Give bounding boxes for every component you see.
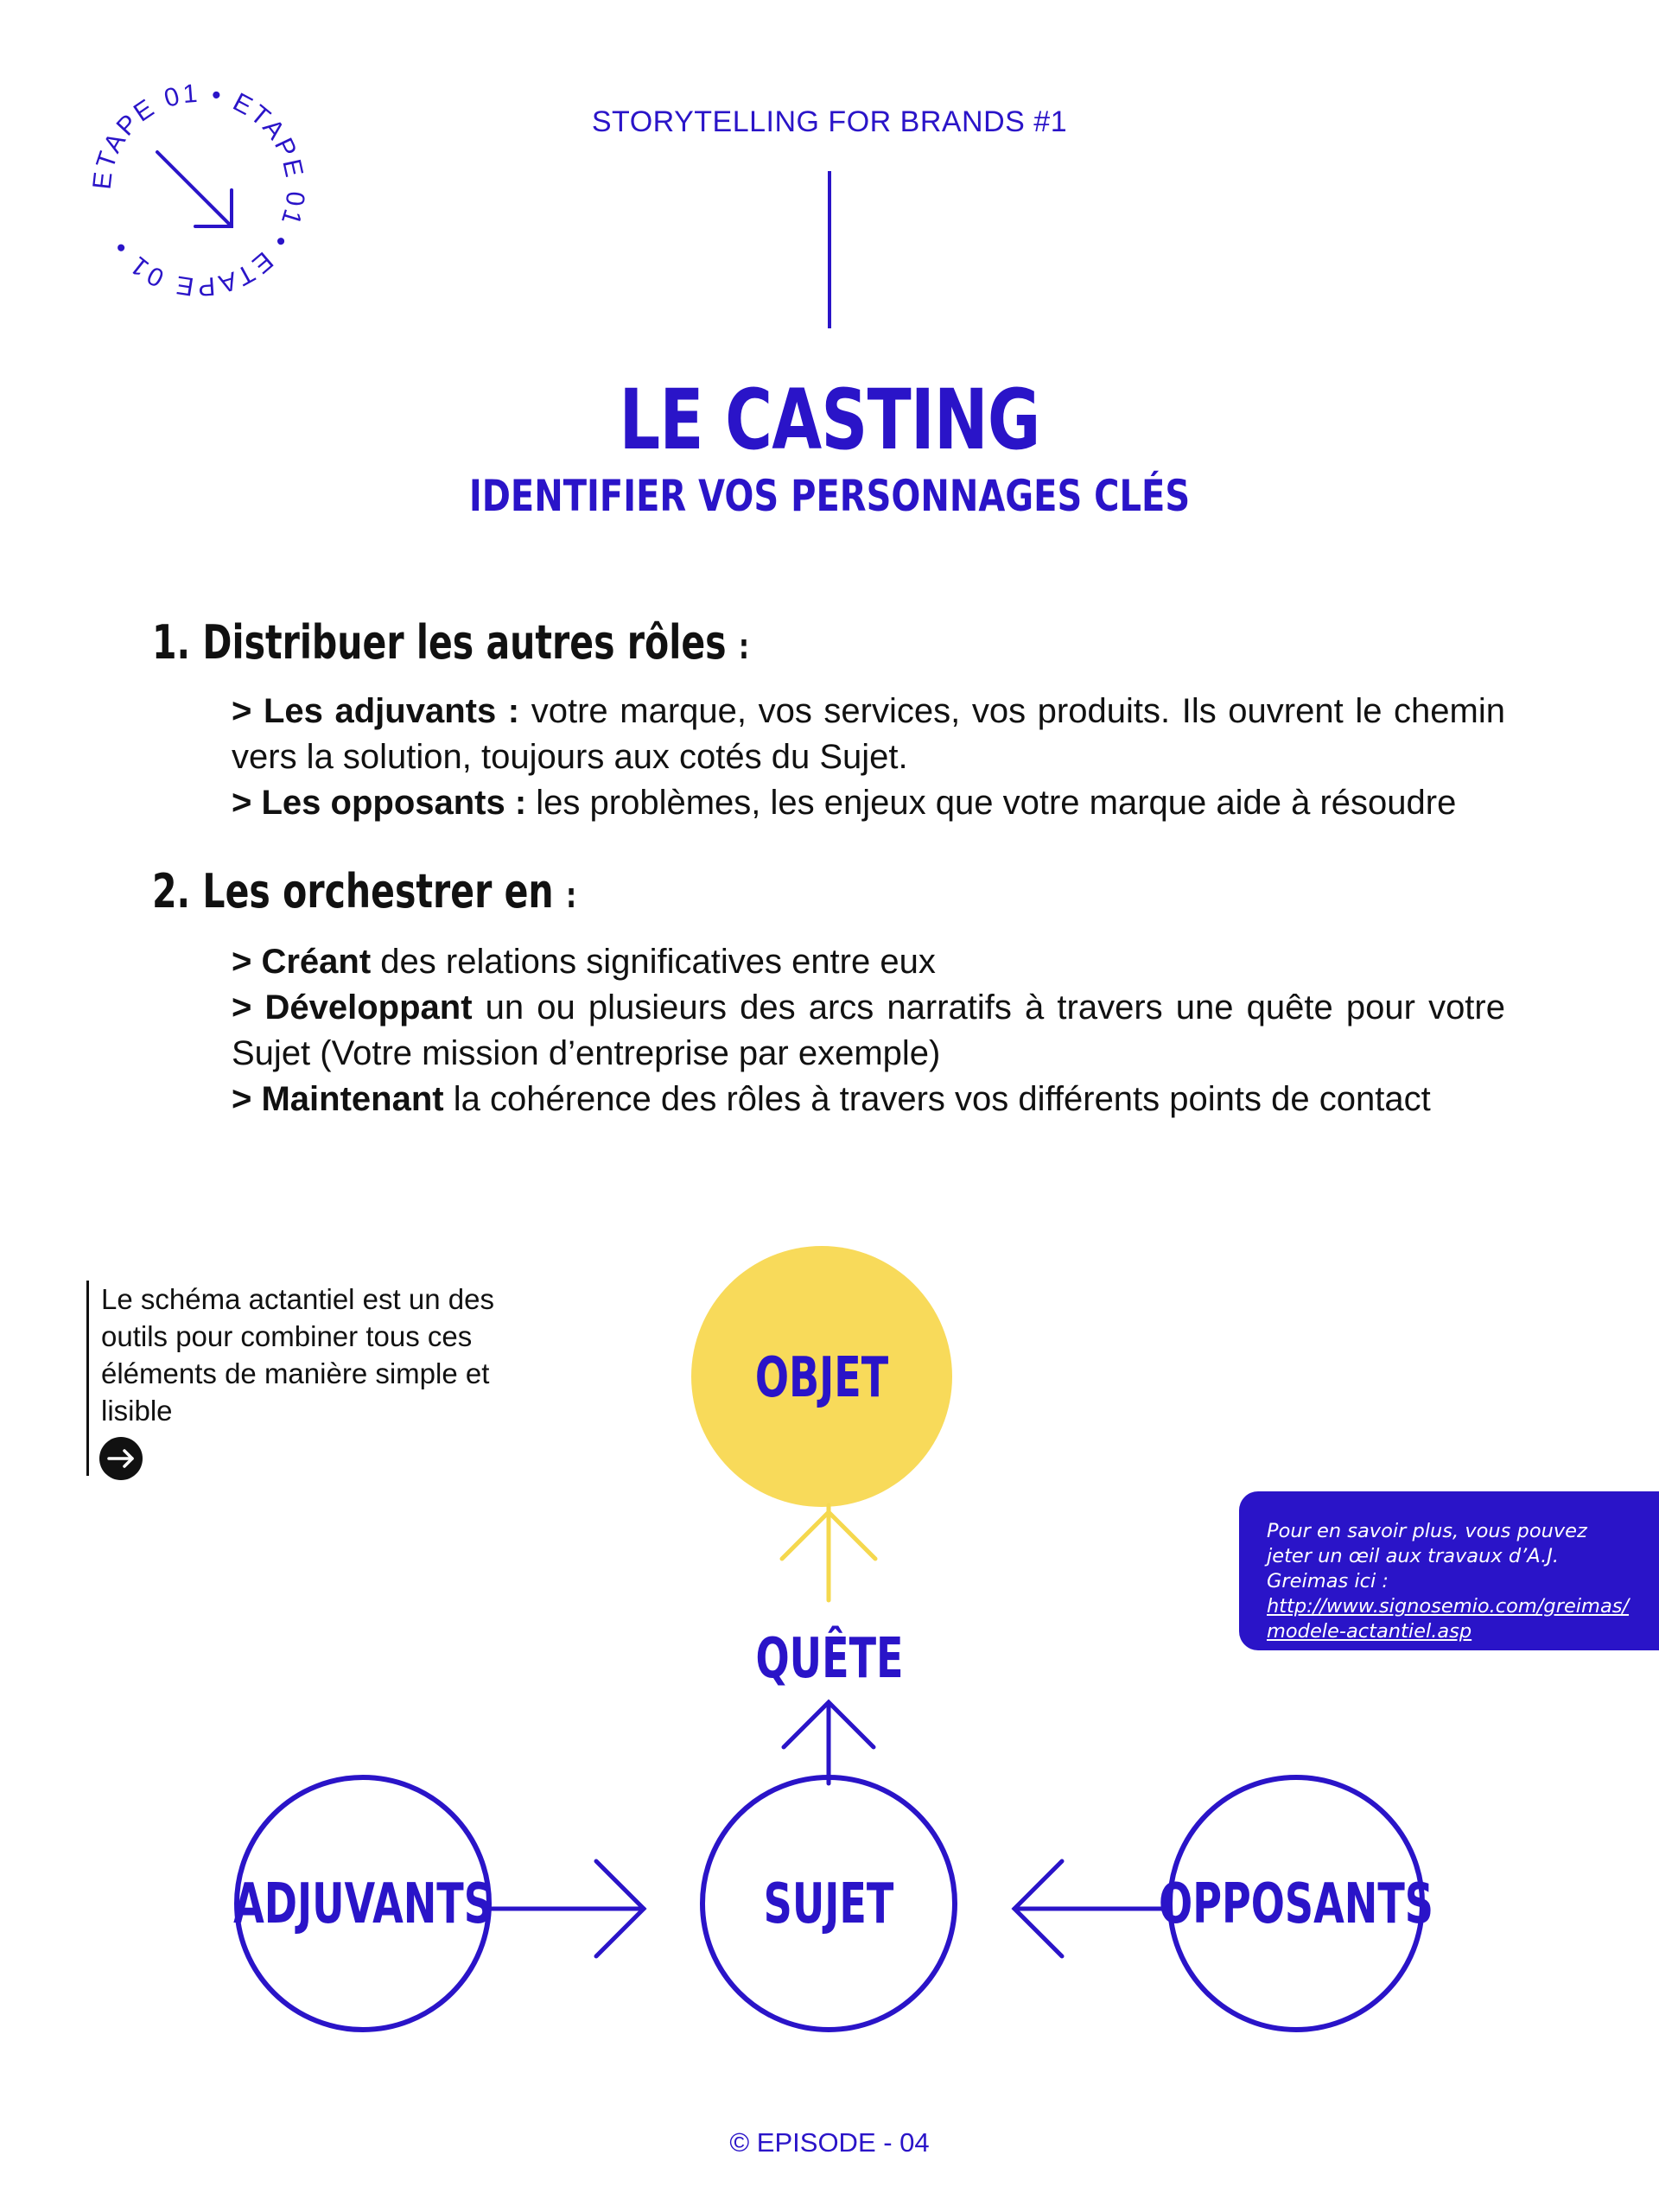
series-title: STORYTELLING FOR BRANDS #1 xyxy=(591,105,1068,138)
header-divider xyxy=(828,171,831,328)
item-text: votre marque, vos services, vos produits. Ils ouvrent le chemin vers la solution, toujours aux cotés du Sujet. xyxy=(232,692,1505,776)
sidebar-note-text: Le schéma actantiel est un des outils pour combiner tous ces éléments de manière simple et lisible xyxy=(101,1283,494,1427)
section-heading-colon: : xyxy=(565,876,577,916)
list-item-creant xyxy=(232,939,1505,985)
stamp-ring-text: ETAPE 01 • ETAPE 01 • ETAPE 01 • xyxy=(87,79,310,302)
adjuvants-label: ADJUVANTS xyxy=(233,1872,493,1936)
list-item-adjuvants xyxy=(232,689,1505,780)
section-heading-text: 2. Les orchestrer en xyxy=(152,864,554,918)
quest-to-objet-arrow xyxy=(782,1505,875,1600)
objet-label: OBJET xyxy=(754,1346,889,1410)
section-heading-orchestrer xyxy=(152,864,576,918)
arrow-down-right-icon xyxy=(157,152,232,226)
greimas-link[interactable]: http://www.signosemio.com/greimas/ xyxy=(1267,1595,1630,1618)
item-bold: > Les opposants : xyxy=(232,784,527,822)
item-bold: > Créant xyxy=(232,943,372,981)
page-title: LE CASTING xyxy=(619,372,1040,468)
section-heading-text: 1. Distribuer les autres rôles xyxy=(152,615,727,670)
opposants-label: OPPOSANTS xyxy=(1159,1872,1433,1936)
section-heading-colon: : xyxy=(738,627,750,667)
adjuvants-to-sujet-arrow xyxy=(491,1861,644,1956)
actantial-diagram xyxy=(0,1244,1659,2056)
sujet-label: SUJET xyxy=(763,1872,894,1936)
item-bold: > Les adjuvants : xyxy=(232,692,520,730)
info-box xyxy=(1239,1491,1659,1650)
quest-label: QUÊTE xyxy=(755,1627,904,1691)
list-item-opposants xyxy=(232,780,1505,826)
item-text: la cohérence des rôles à travers vos différents points de contact xyxy=(443,1080,1431,1118)
list-item-developpant xyxy=(232,985,1505,1077)
item-bold: > Maintenant xyxy=(232,1080,444,1118)
greimas-link-continued[interactable]: modele-actantiel.asp xyxy=(1267,1620,1472,1643)
item-text: des relations significatives entre eux xyxy=(371,943,936,981)
section-heading-distribuer xyxy=(152,615,749,670)
item-bold: > Développant xyxy=(232,988,473,1027)
page-subtitle: IDENTIFIER VOS PERSONNAGES CLÉS xyxy=(468,471,1191,521)
opposants-to-sujet-arrow xyxy=(1014,1861,1168,1956)
footer-episode: © EPISODE - 04 xyxy=(729,2127,930,2158)
sujet-to-quest-arrow xyxy=(784,1702,874,1783)
info-box-text: Pour en savoir plus, vous pouvez jeter un œil aux travaux d’A.J. Greimas ici : xyxy=(1267,1520,1587,1592)
list-item-maintenant xyxy=(232,1077,1505,1122)
item-text: un ou plusieurs des arcs narratifs à travers une quête pour votre Sujet (Votre mission d’entreprise par exemple) xyxy=(232,988,1505,1072)
item-text: les problèmes, les enjeux que votre marque aide à résoudre xyxy=(526,784,1457,822)
